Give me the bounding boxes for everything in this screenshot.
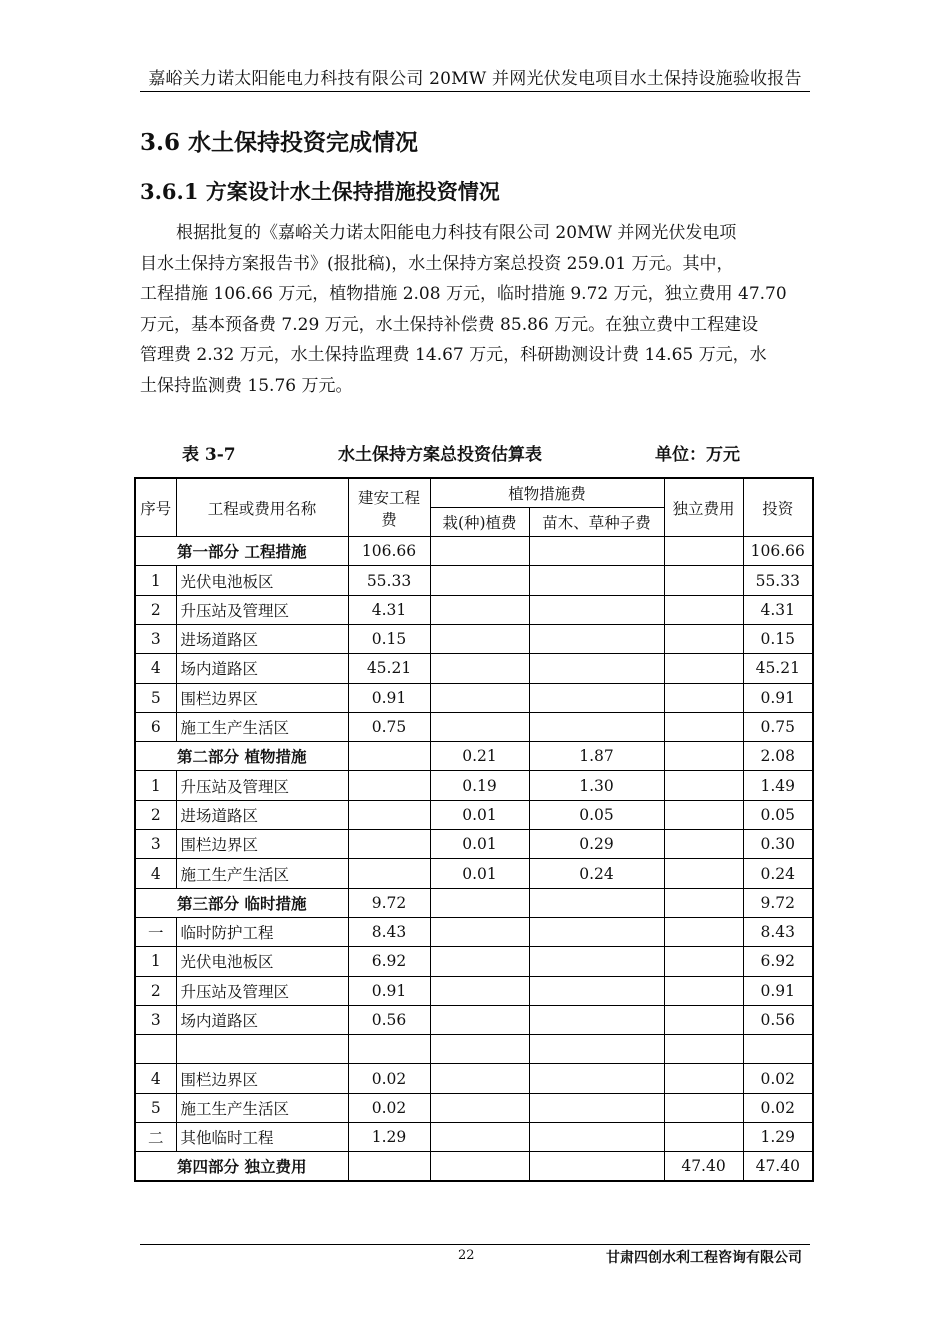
table-row [135, 830, 813, 859]
investment-cell: 0.02 [743, 1064, 813, 1093]
investment-cell: 0.91 [743, 976, 813, 1005]
planting-cell [430, 566, 529, 595]
header-construction: 建安工程费 [348, 478, 430, 537]
planting-cell [430, 1035, 529, 1064]
subsection-heading: 3.6.1 方案设计水土保持措施投资情况 [140, 179, 500, 204]
construction-cell: 0.02 [348, 1093, 430, 1122]
running-header: 嘉峪关力诺太阳能电力科技有限公司 20MW 并网光伏发电项目水土保持设施验收报告 [148, 69, 802, 89]
footer-divider [140, 1244, 810, 1245]
paragraph-line: 万元，基本预备费 7.29 万元，水土保持补偿费 85.86 万元。在独立费中工程建设 [140, 314, 759, 335]
investment-cell: 8.43 [743, 917, 813, 946]
independent-cell [664, 771, 743, 800]
table-row [135, 917, 813, 946]
table-section-row [135, 1152, 813, 1181]
construction-cell [348, 800, 430, 829]
seq-cell [135, 1035, 176, 1064]
construction-cell: 9.72 [348, 888, 430, 917]
seedling-cell [529, 947, 664, 976]
construction-cell: 0.56 [348, 1005, 430, 1034]
seq-cell: 1 [135, 771, 176, 800]
table-section-row [135, 742, 813, 771]
paragraph-line: 根据批复的《嘉峪关力诺太阳能电力科技有限公司 20MW 并网光伏发电项 [176, 223, 737, 243]
seq-cell: 3 [135, 830, 176, 859]
seq-cell: 2 [135, 595, 176, 624]
construction-cell: 6.92 [348, 947, 430, 976]
seedling-cell [529, 917, 664, 946]
investment-estimate-table [134, 477, 814, 1182]
seq-cell: 3 [135, 624, 176, 653]
seedling-cell: 1.30 [529, 771, 664, 800]
investment-cell: 0.75 [743, 712, 813, 741]
independent-cell [664, 1035, 743, 1064]
planting-cell [430, 1152, 529, 1181]
name-cell: 围栏边界区 [176, 830, 348, 859]
seedling-cell [529, 1035, 664, 1064]
seedling-cell: 0.29 [529, 830, 664, 859]
independent-cell [664, 1005, 743, 1034]
table-row [135, 800, 813, 829]
independent-cell [664, 1064, 743, 1093]
seedling-cell [529, 595, 664, 624]
seq-cell: 1 [135, 947, 176, 976]
investment-cell: 9.72 [743, 888, 813, 917]
table-row [135, 624, 813, 653]
independent-cell [664, 683, 743, 712]
investment-cell: 45.21 [743, 654, 813, 683]
seq-cell: 4 [135, 654, 176, 683]
seedling-cell: 0.24 [529, 859, 664, 888]
header-plant-measures: 植物措施费 [430, 478, 664, 507]
table-section-row [135, 537, 813, 566]
planting-cell: 0.01 [430, 800, 529, 829]
header-seq: 序号 [135, 478, 176, 537]
independent-cell [664, 624, 743, 653]
investment-cell: 0.15 [743, 624, 813, 653]
planting-cell [430, 947, 529, 976]
section-heading: 3.6 水土保持投资完成情况 [140, 129, 419, 156]
seedling-cell [529, 1005, 664, 1034]
table-row [135, 771, 813, 800]
table-row [135, 654, 813, 683]
investment-cell: 1.49 [743, 771, 813, 800]
planting-cell: 0.21 [430, 742, 529, 771]
construction-cell [348, 742, 430, 771]
independent-cell: 47.40 [664, 1152, 743, 1181]
independent-cell [664, 712, 743, 741]
planting-cell [430, 537, 529, 566]
independent-cell [664, 654, 743, 683]
seedling-cell [529, 888, 664, 917]
seedling-cell [529, 537, 664, 566]
name-cell: 光伏电池板区 [176, 947, 348, 976]
independent-cell [664, 595, 743, 624]
paragraph-line: 土保持监测费 15.76 万元。 [140, 375, 353, 396]
seq-cell: 3 [135, 1005, 176, 1034]
investment-cell: 47.40 [743, 1152, 813, 1181]
name-cell: 场内道路区 [176, 654, 348, 683]
paragraph-line: 管理费 2.32 万元，水土保持监理费 14.67 万元，科研勘测设计费 14.65 万元，水 [140, 345, 767, 365]
investment-cell: 1.29 [743, 1123, 813, 1152]
independent-cell [664, 859, 743, 888]
seq-cell: 5 [135, 683, 176, 712]
section-name-cell: 第四部分 独立费用 [135, 1152, 348, 1181]
seq-cell: 6 [135, 712, 176, 741]
header-investment: 投资 [743, 478, 813, 537]
investment-cell: 4.31 [743, 595, 813, 624]
investment-cell: 0.02 [743, 1093, 813, 1122]
section-name-cell: 第二部分 植物措施 [135, 742, 348, 771]
table-row [135, 595, 813, 624]
construction-cell: 0.15 [348, 624, 430, 653]
name-cell: 其他临时工程 [176, 1123, 348, 1152]
name-cell: 围栏边界区 [176, 683, 348, 712]
planting-cell [430, 712, 529, 741]
table-title: 水土保持方案总投资估算表 [338, 445, 542, 465]
construction-cell: 0.75 [348, 712, 430, 741]
seedling-cell [529, 566, 664, 595]
name-cell: 围栏边界区 [176, 1064, 348, 1093]
name-cell: 光伏电池板区 [176, 566, 348, 595]
section-name-cell: 第一部分 工程措施 [135, 537, 348, 566]
seq-cell: 4 [135, 859, 176, 888]
table-body [135, 537, 813, 1182]
planting-cell [430, 1064, 529, 1093]
seq-cell: 2 [135, 800, 176, 829]
construction-cell [348, 771, 430, 800]
independent-cell [664, 947, 743, 976]
header-planting: 栽(种)植费 [430, 507, 529, 536]
name-cell: 施工生产生活区 [176, 712, 348, 741]
body-paragraph [140, 218, 810, 401]
table-row [135, 947, 813, 976]
independent-cell [664, 537, 743, 566]
investment-cell: 55.33 [743, 566, 813, 595]
seedling-cell [529, 683, 664, 712]
header-divider [140, 91, 810, 92]
construction-cell: 0.02 [348, 1064, 430, 1093]
investment-cell: 2.08 [743, 742, 813, 771]
table-row [135, 712, 813, 741]
planting-cell [430, 1005, 529, 1034]
independent-cell [664, 1093, 743, 1122]
independent-cell [664, 566, 743, 595]
construction-cell [348, 1035, 430, 1064]
seq-cell: 二 [135, 1123, 176, 1152]
planting-cell [430, 976, 529, 1005]
name-cell: 进场道路区 [176, 624, 348, 653]
seedling-cell [529, 1064, 664, 1093]
footer-company: 甘肃四创水利工程咨询有限公司 [606, 1250, 802, 1266]
table-row [135, 976, 813, 1005]
independent-cell [664, 976, 743, 1005]
construction-cell: 0.91 [348, 976, 430, 1005]
table-unit: 单位：万元 [655, 445, 740, 465]
table-row [135, 1035, 813, 1064]
investment-cell: 0.24 [743, 859, 813, 888]
construction-cell: 4.31 [348, 595, 430, 624]
construction-cell [348, 1152, 430, 1181]
planting-cell [430, 917, 529, 946]
investment-cell: 0.05 [743, 800, 813, 829]
seedling-cell [529, 1123, 664, 1152]
planting-cell [430, 654, 529, 683]
seedling-cell [529, 1093, 664, 1122]
seedling-cell [529, 712, 664, 741]
seq-cell: 5 [135, 1093, 176, 1122]
name-cell [176, 1035, 348, 1064]
seedling-cell [529, 976, 664, 1005]
independent-cell [664, 830, 743, 859]
planting-cell: 0.01 [430, 859, 529, 888]
table-row [135, 1123, 813, 1152]
investment-cell: 6.92 [743, 947, 813, 976]
seedling-cell: 0.05 [529, 800, 664, 829]
independent-cell [664, 888, 743, 917]
seq-cell: 2 [135, 976, 176, 1005]
construction-cell [348, 859, 430, 888]
header-seedling: 苗木、草种子费 [529, 507, 664, 536]
construction-cell: 45.21 [348, 654, 430, 683]
construction-cell: 1.29 [348, 1123, 430, 1152]
investment-cell: 0.56 [743, 1005, 813, 1034]
name-cell: 进场道路区 [176, 800, 348, 829]
table-row [135, 566, 813, 595]
planting-cell [430, 888, 529, 917]
header-independent: 独立费用 [664, 478, 743, 537]
independent-cell [664, 800, 743, 829]
investment-cell: 0.30 [743, 830, 813, 859]
table-row [135, 1093, 813, 1122]
planting-cell: 0.01 [430, 830, 529, 859]
seq-cell: 1 [135, 566, 176, 595]
table-number: 表 3-7 [182, 445, 236, 465]
name-cell: 升压站及管理区 [176, 595, 348, 624]
paragraph-line: 工程措施 106.66 万元，植物措施 2.08 万元，临时措施 9.72 万元，独立费用 47.70 [140, 284, 787, 304]
paragraph-line: 目水土保持方案报告书》(报批稿)，水土保持方案总投资 259.01 万元。其中， [140, 253, 734, 274]
planting-cell [430, 1123, 529, 1152]
section-name-cell: 第三部分 临时措施 [135, 888, 348, 917]
table-row [135, 1064, 813, 1093]
construction-cell: 0.91 [348, 683, 430, 712]
seq-cell: 一 [135, 917, 176, 946]
table-row [135, 859, 813, 888]
planting-cell: 0.19 [430, 771, 529, 800]
page-number: 22 [458, 1248, 475, 1263]
name-cell: 临时防护工程 [176, 917, 348, 946]
independent-cell [664, 1123, 743, 1152]
seedling-cell: 1.87 [529, 742, 664, 771]
independent-cell [664, 742, 743, 771]
investment-cell: 0.91 [743, 683, 813, 712]
investment-cell: 106.66 [743, 537, 813, 566]
investment-cell [743, 1035, 813, 1064]
seq-cell: 4 [135, 1064, 176, 1093]
construction-cell: 55.33 [348, 566, 430, 595]
name-cell: 施工生产生活区 [176, 859, 348, 888]
table-section-row [135, 888, 813, 917]
name-cell: 升压站及管理区 [176, 771, 348, 800]
name-cell: 施工生产生活区 [176, 1093, 348, 1122]
construction-cell: 106.66 [348, 537, 430, 566]
seedling-cell [529, 1152, 664, 1181]
seedling-cell [529, 624, 664, 653]
name-cell: 场内道路区 [176, 1005, 348, 1034]
planting-cell [430, 683, 529, 712]
independent-cell [664, 917, 743, 946]
table-row [135, 1005, 813, 1034]
name-cell: 升压站及管理区 [176, 976, 348, 1005]
header-name: 工程或费用名称 [176, 478, 348, 537]
planting-cell [430, 624, 529, 653]
construction-cell: 8.43 [348, 917, 430, 946]
table-row [135, 683, 813, 712]
seedling-cell [529, 654, 664, 683]
planting-cell [430, 1093, 529, 1122]
construction-cell [348, 830, 430, 859]
planting-cell [430, 595, 529, 624]
